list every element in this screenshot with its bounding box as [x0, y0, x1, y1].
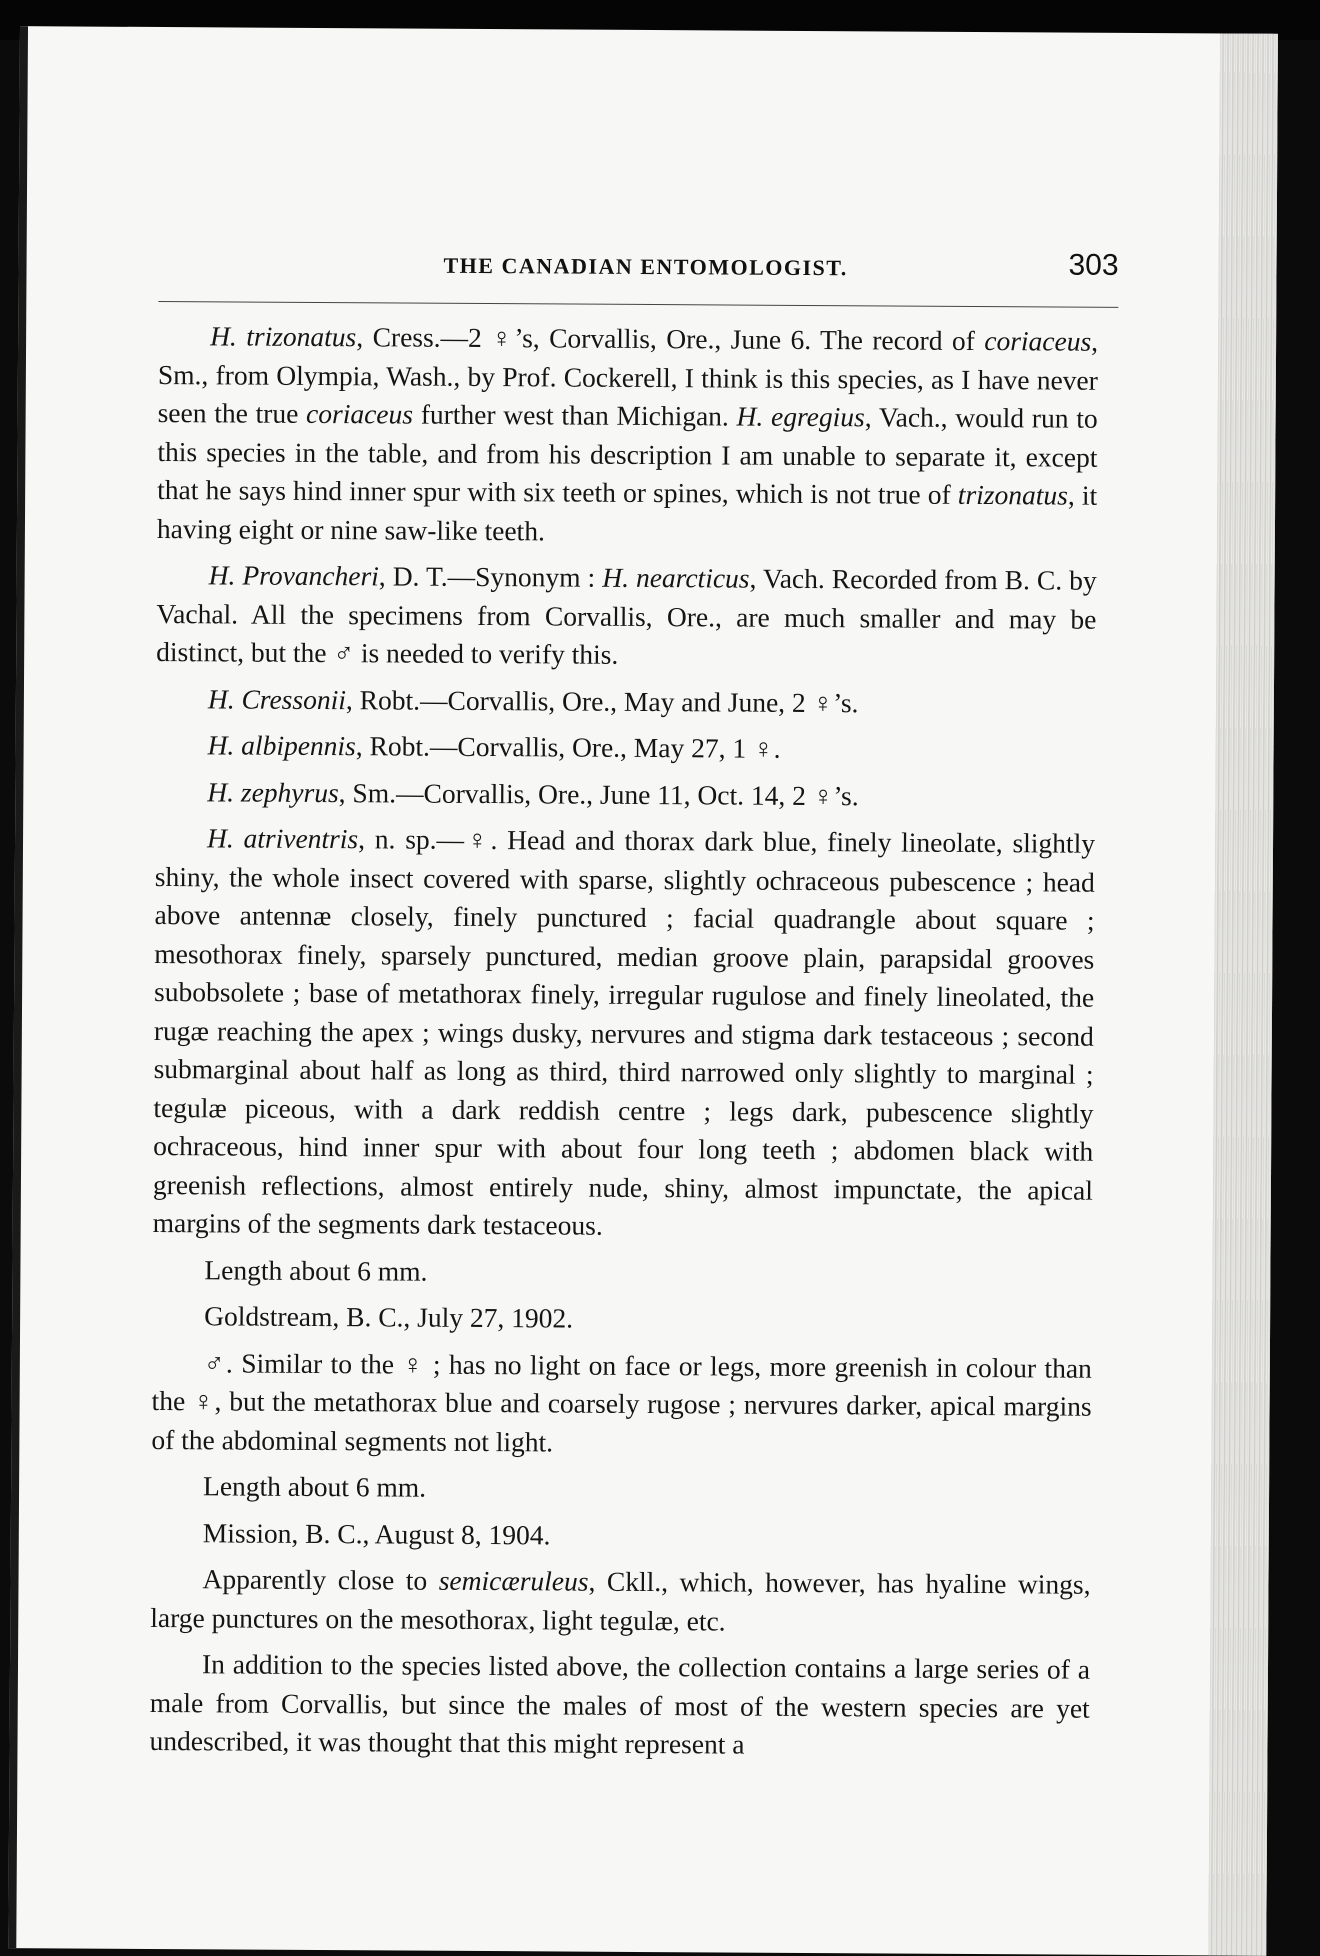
text-run: , Cress.—2 ♀’s, Corvallis, Ore., June 6. The record of: [356, 321, 985, 357]
paragraph: [151, 1343, 1092, 1464]
text-run: Length about 6 mm.: [204, 1253, 428, 1287]
text-run: , Robt.—Corvallis, Ore., May 27, 1 ♀.: [355, 730, 781, 764]
paragraph: [153, 819, 1096, 1248]
paragraph: [151, 1467, 1091, 1511]
paragraph: [152, 1250, 1092, 1294]
page-gutter-shadow: [8, 26, 28, 1948]
page-stack-edge: [1208, 33, 1278, 1955]
text-run: , n. sp.—♀. Head and thorax dark blue, finely lineolate, slightly shiny, the whole insect covered with sparse, slightly ochraceous pubescence ; head above antennæ closely, finely punctured ; facial quadrangle about square ; mesothorax finely, sparsely punctured, median groove plain, parapsidal grooves subobsolete ; base of metathorax finely, irregular rugulose and finely lineolated, the rugæ reaching the apex ; wings dusky, nervures and stigma dark testaceous ; second submarginal about half as long as third, third narrowed only slightly to marginal ; tegulæ piceous, with a dark reddish centre ; legs dark, pubescence slightly ochraceous, hind inner spur with about four long teeth ; abdomen black with greenish reflections, almost entirely nude, shiny, almost impunctate, the apical margins of the segments dark testaceous.: [152, 823, 1096, 1241]
text-run: Apparently close to: [202, 1563, 439, 1596]
italic-taxon-name: H. atriventris: [206, 822, 359, 855]
paragraph: [150, 1560, 1090, 1643]
italic-taxon-name: coriaceus: [306, 397, 414, 430]
text-run: Mission, B. C., August 8, 1904.: [202, 1516, 551, 1550]
text-run: In addition to the species listed above, the collection contains a large series of a male from Corvallis, but since the males of most of the western species are yet undescribed, it was thought that this might represent a: [149, 1648, 1091, 1760]
book-page: [8, 26, 1278, 1956]
text-run: , D. T.—Synonym :: [378, 560, 603, 593]
paragraph: [156, 556, 1097, 677]
italic-taxon-name: H. Provancheri: [208, 559, 379, 592]
paragraph: [157, 317, 1098, 554]
running-title: THE CANADIAN ENTOMOLOGIST.: [443, 252, 848, 281]
page-number: 303: [1068, 248, 1119, 282]
italic-taxon-name: trizonatus: [957, 478, 1068, 511]
italic-taxon-name: coriaceus: [984, 325, 1092, 357]
text-run: further west than Michigan.: [412, 398, 737, 432]
text-run: Length about 6 mm.: [203, 1470, 427, 1503]
italic-taxon-name: H. nearcticus: [602, 561, 750, 594]
paragraph: [155, 772, 1095, 816]
paragraph: [149, 1645, 1090, 1766]
italic-taxon-name: H. egregius: [736, 400, 865, 433]
paragraph: [156, 680, 1096, 724]
italic-taxon-name: H. zephyrus: [207, 775, 339, 808]
paragraph: [151, 1513, 1091, 1557]
text-run: , Ckll., which, however, has hyaline wings, large punctures on the mesothorax, light tegulæ, etc.: [150, 1565, 1091, 1636]
text-run: , Sm., from Olympia, Wash., by Prof. Cockerell, I think is this species, as I have never seen the true: [157, 325, 1099, 429]
italic-taxon-name: H. Cressonii: [207, 682, 347, 715]
text-run: ♂. Similar to the ♀ ; has no light on face or legs, more greenish in colour than the ♀, but the metathorax blue and coarsely rugose ; nervures darker, apical margins of the abdominal segments not light.: [151, 1346, 1092, 1457]
header-rule: [158, 301, 1118, 308]
text-run: , Robt.—Corvallis, Ore., May and June, 2 ♀’s.: [345, 683, 859, 718]
italic-taxon-name: H. albipennis: [207, 729, 356, 762]
text-run: Goldstream, B. C., July 27, 1902.: [204, 1300, 574, 1334]
page-header: [158, 237, 1118, 299]
text-run: , Sm.—Corvallis, Ore., June 11, Oct. 14, 2 ♀’s.: [338, 776, 859, 811]
body-text: [149, 317, 1098, 1774]
text-run: , Vach. Recorded from B. C. by Vachal. All the specimens from Corvallis, Ore., are much smaller and may be distinct, but the ♂ is needed to verify this.: [156, 562, 1097, 670]
paragraph: [152, 1297, 1092, 1341]
italic-taxon-name: semicæruleus: [438, 1564, 589, 1597]
text-run: , Vach., would run to this species in the table, and from his description I am unable to separate it, except that he says hind inner spur with six teeth or spines, which is not true of: [157, 401, 1098, 510]
text-run: , it having eight or nine saw-like teeth.: [156, 479, 1098, 546]
paragraph: [156, 726, 1096, 770]
italic-taxon-name: H. trizonatus: [210, 320, 357, 353]
